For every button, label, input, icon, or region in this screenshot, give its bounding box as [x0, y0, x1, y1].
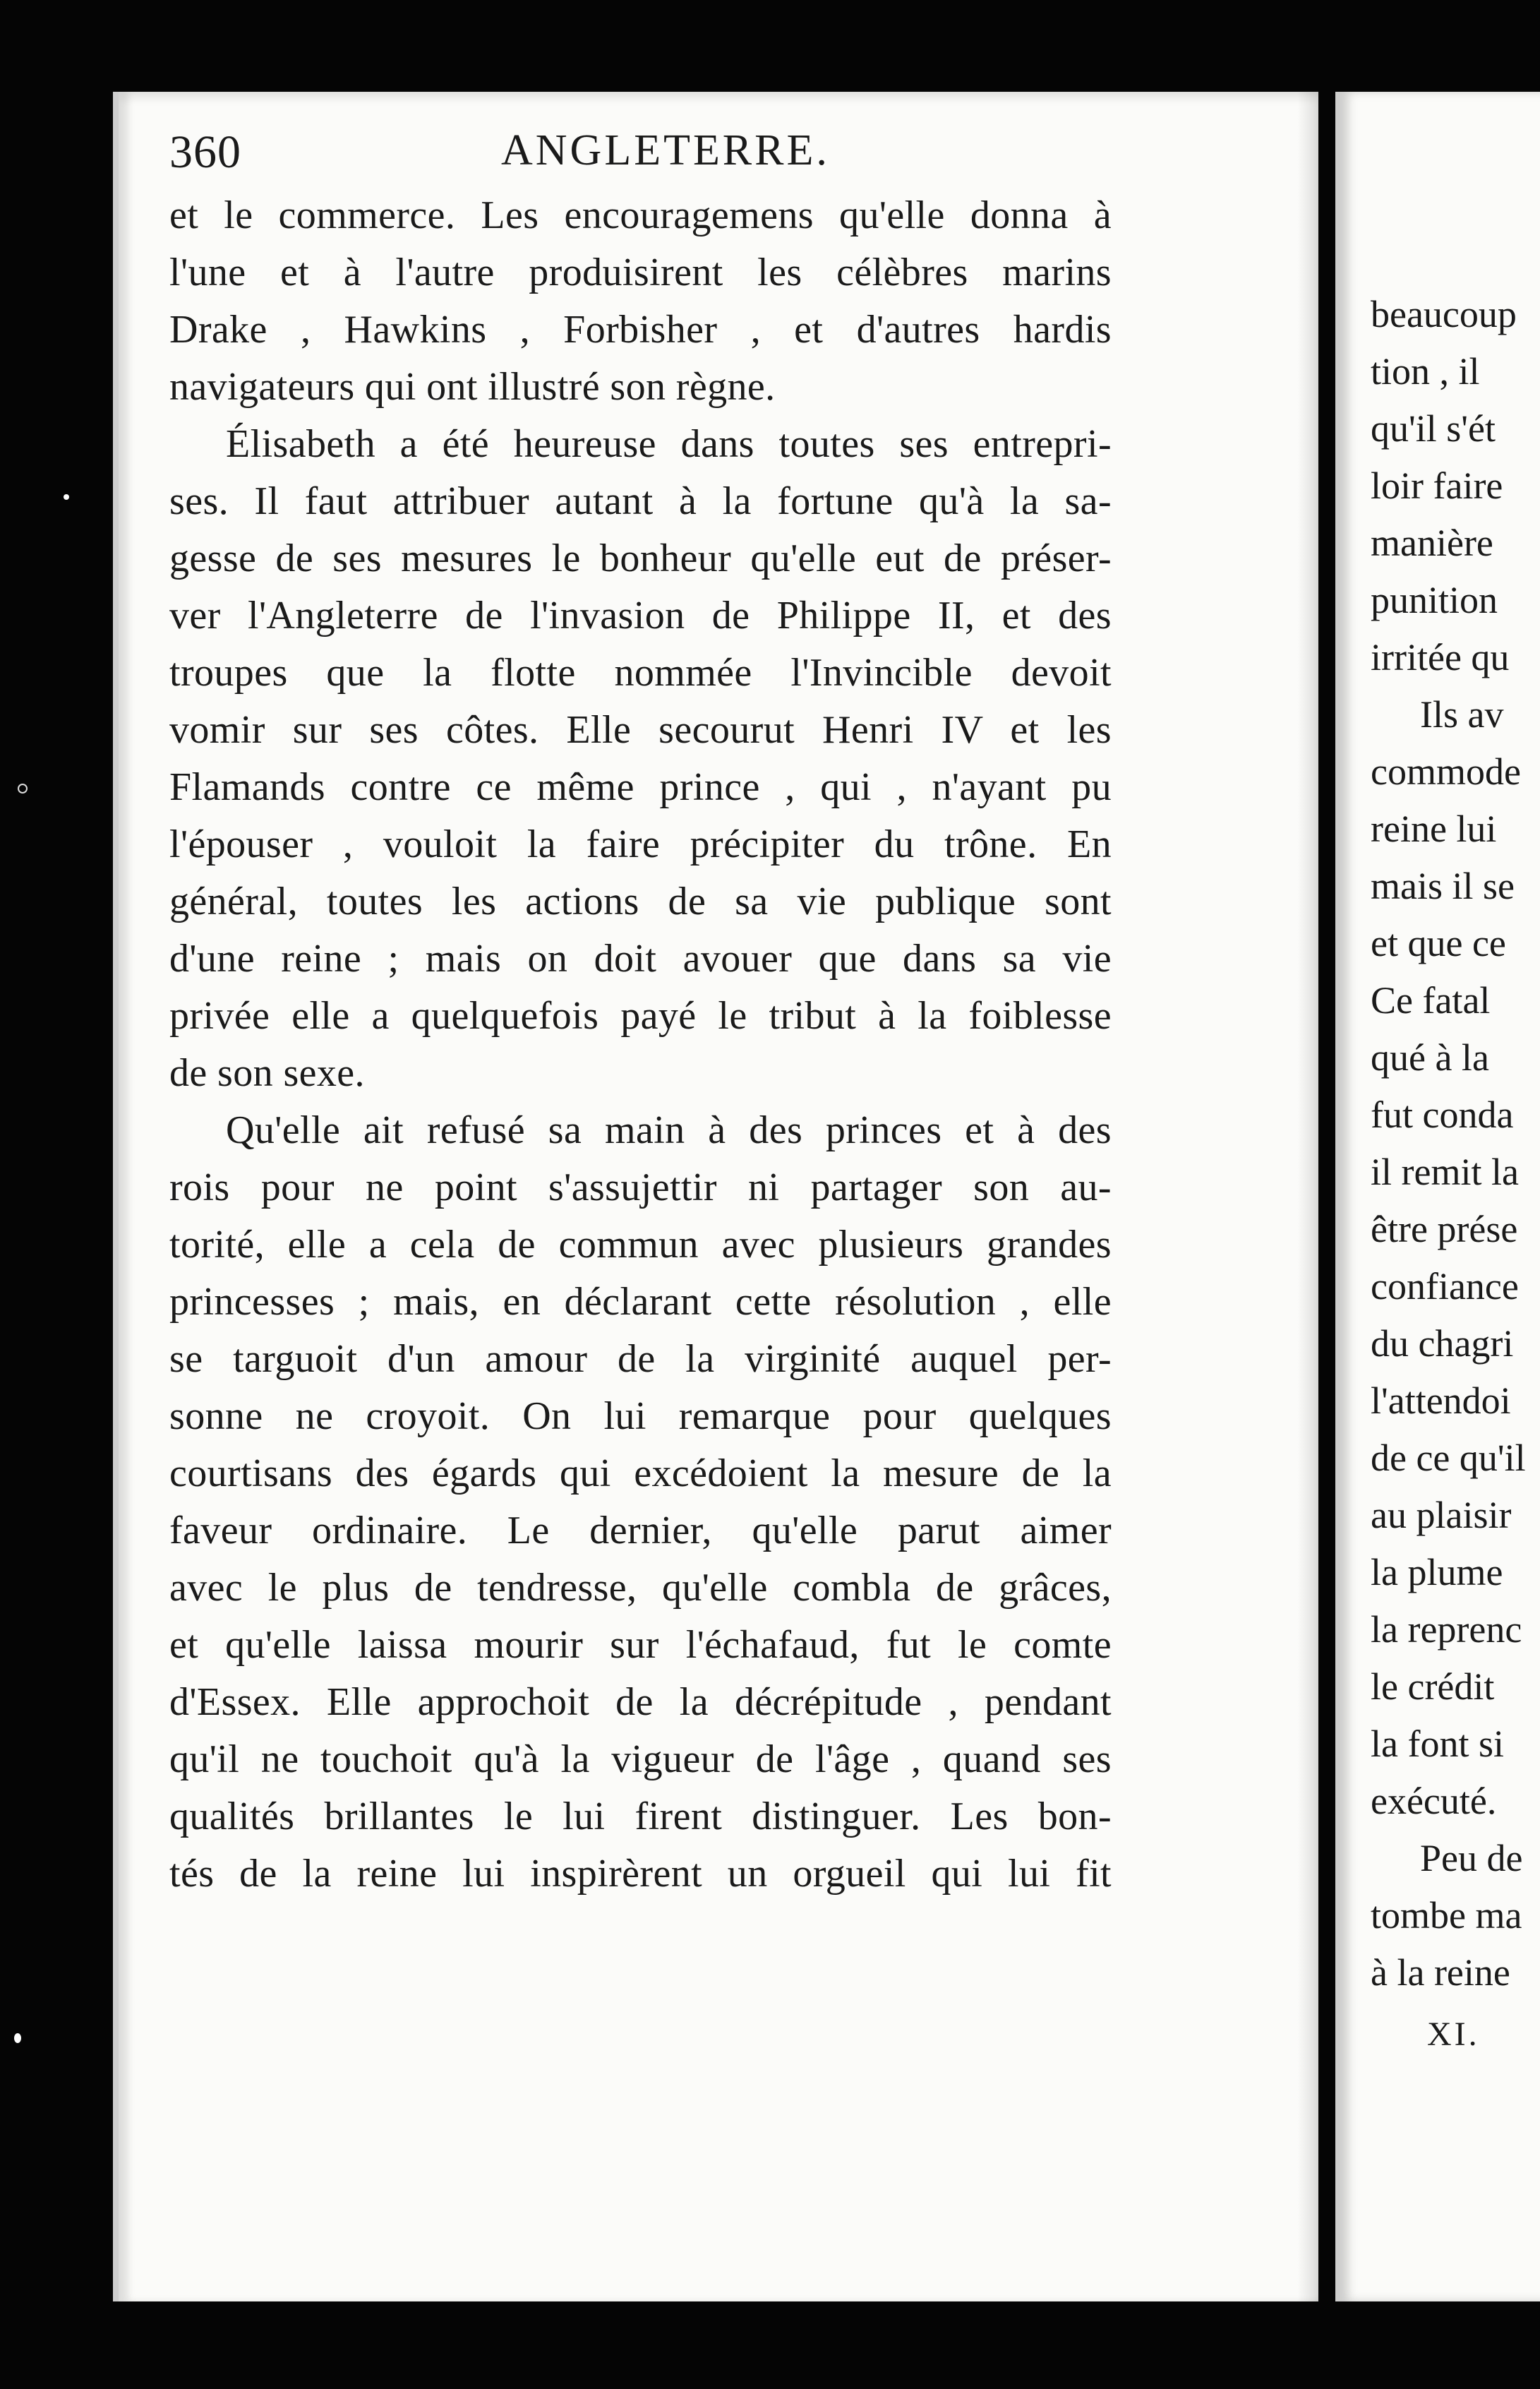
text-line: qu'il s'ét	[1371, 407, 1496, 450]
text-line: d'une reine ; mais on doit avouer que dans sa vie	[169, 937, 1112, 981]
running-title: ANGLETERRE.	[501, 126, 830, 174]
text-line: punition	[1371, 579, 1498, 621]
text-line: avec le plus de tendresse, qu'elle combla de grâces,	[169, 1566, 1112, 1610]
text-line: l'attendoi	[1371, 1379, 1511, 1422]
text-line: ses. Il faut attribuer autant à la fortune qu'à la sa-	[169, 479, 1112, 523]
text-line: au plaisir	[1371, 1494, 1512, 1536]
text-line: Flamands contre ce même prince , qui , n'ayant pu	[169, 765, 1112, 809]
text-line: navigateurs qui ont illustré son règne.	[169, 365, 776, 409]
text-line: du chagri	[1371, 1322, 1514, 1365]
text-line: de ce qu'il	[1371, 1437, 1526, 1479]
text-line: sonne ne croyoit. On lui remarque pour quelques	[169, 1394, 1112, 1438]
scan-speck	[18, 784, 28, 794]
text-line: la plume	[1371, 1551, 1503, 1593]
text-line: et le commerce. Les encouragemens qu'elle donna à	[169, 193, 1112, 237]
gutter-shadow	[1297, 92, 1318, 2301]
text-line: qué à la	[1371, 1036, 1489, 1079]
text-line: mais il se	[1371, 865, 1515, 907]
text-line: princesses ; mais, en déclarant cette résolution , elle	[169, 1280, 1112, 1324]
scan-speck	[14, 2033, 21, 2043]
text-line: tion , il	[1371, 350, 1480, 393]
text-line: vomir sur ses côtes. Elle secourut Henri IV et les	[169, 708, 1112, 752]
text-line: l'épouser , vouloit la faire précipiter du trône. En	[169, 822, 1112, 866]
scan-speck	[64, 494, 69, 500]
text-line: commode	[1371, 750, 1521, 793]
text-line: privée elle a quelquefois payé le tribut à la foiblesse	[169, 994, 1112, 1038]
text-line: Peu de	[1420, 1837, 1523, 1879]
left-page-body	[169, 187, 1112, 1903]
text-line: confiance	[1371, 1265, 1519, 1307]
text-line: loir faire	[1371, 465, 1503, 507]
running-head	[169, 126, 1108, 189]
text-line: il remit la	[1371, 1151, 1519, 1193]
text-line: Élisabeth a été heureuse dans toutes ses entrepri-	[226, 422, 1112, 466]
text-line: se targuoit d'un amour de la virginité auquel per-	[169, 1337, 1112, 1381]
text-line: irritée qu	[1371, 636, 1510, 678]
text-line: tés de la reine lui inspirèrent un orgueil qui lui fit	[169, 1852, 1112, 1896]
text-line: manière	[1371, 522, 1493, 564]
right-page-body	[1371, 286, 1540, 2063]
text-line: gesse de ses mesures le bonheur qu'elle eut de préser-	[169, 537, 1112, 580]
right-page	[1335, 92, 1540, 2301]
text-line: Ils av	[1420, 693, 1504, 736]
text-line: général, toutes les actions de sa vie publique sont	[169, 880, 1112, 923]
text-line: reine lui	[1371, 808, 1497, 850]
text-line: et qu'elle laissa mourir sur l'échafaud, fut le comte	[169, 1623, 1112, 1667]
text-line: le crédit	[1371, 1665, 1495, 1708]
text-line: exécuté.	[1371, 1780, 1497, 1822]
page-number: 360	[169, 126, 241, 178]
text-line: faveur ordinaire. Le dernier, qu'elle parut aimer	[169, 1509, 1112, 1552]
text-line: à la reine	[1371, 1951, 1510, 1994]
text-line: beaucoup	[1371, 293, 1517, 335]
signature-mark: XI.	[1427, 2016, 1480, 2053]
text-line: troupes que la flotte nommée l'Invincible devoit	[169, 651, 1112, 695]
text-line: la font si	[1371, 1723, 1504, 1765]
text-line: fut conda	[1371, 1094, 1514, 1136]
text-line: Qu'elle ait refusé sa main à des princes et à des	[226, 1108, 1112, 1152]
text-line: courtisans des égards qui excédoient la mesure de la	[169, 1451, 1112, 1495]
text-line: qu'il ne touchoit qu'à la vigueur de l'âge , quand ses	[169, 1737, 1112, 1781]
text-line: d'Essex. Elle approchoit de la décrépitude , pendant	[169, 1680, 1112, 1724]
text-line: la reprenc	[1371, 1608, 1522, 1651]
text-line: qualités brillantes le lui firent distinguer. Les bon-	[169, 1795, 1112, 1838]
text-line: et que ce	[1371, 922, 1506, 964]
text-line: rois pour ne point s'assujettir ni partager son au-	[169, 1166, 1112, 1209]
text-line: Ce fatal	[1371, 979, 1491, 1022]
text-line: Drake , Hawkins , Forbisher , et d'autres hardis	[169, 308, 1112, 352]
text-line: torité, elle a cela de commun avec plusieurs grandes	[169, 1223, 1112, 1267]
text-line: l'une et à l'autre produisirent les célèbres marins	[169, 251, 1112, 294]
text-line: tombe ma	[1371, 1894, 1522, 1936]
text-line: de son sexe.	[169, 1051, 365, 1095]
text-line: ver l'Angleterre de l'invasion de Philippe II, et des	[169, 594, 1112, 637]
text-line: être prése	[1371, 1208, 1518, 1250]
